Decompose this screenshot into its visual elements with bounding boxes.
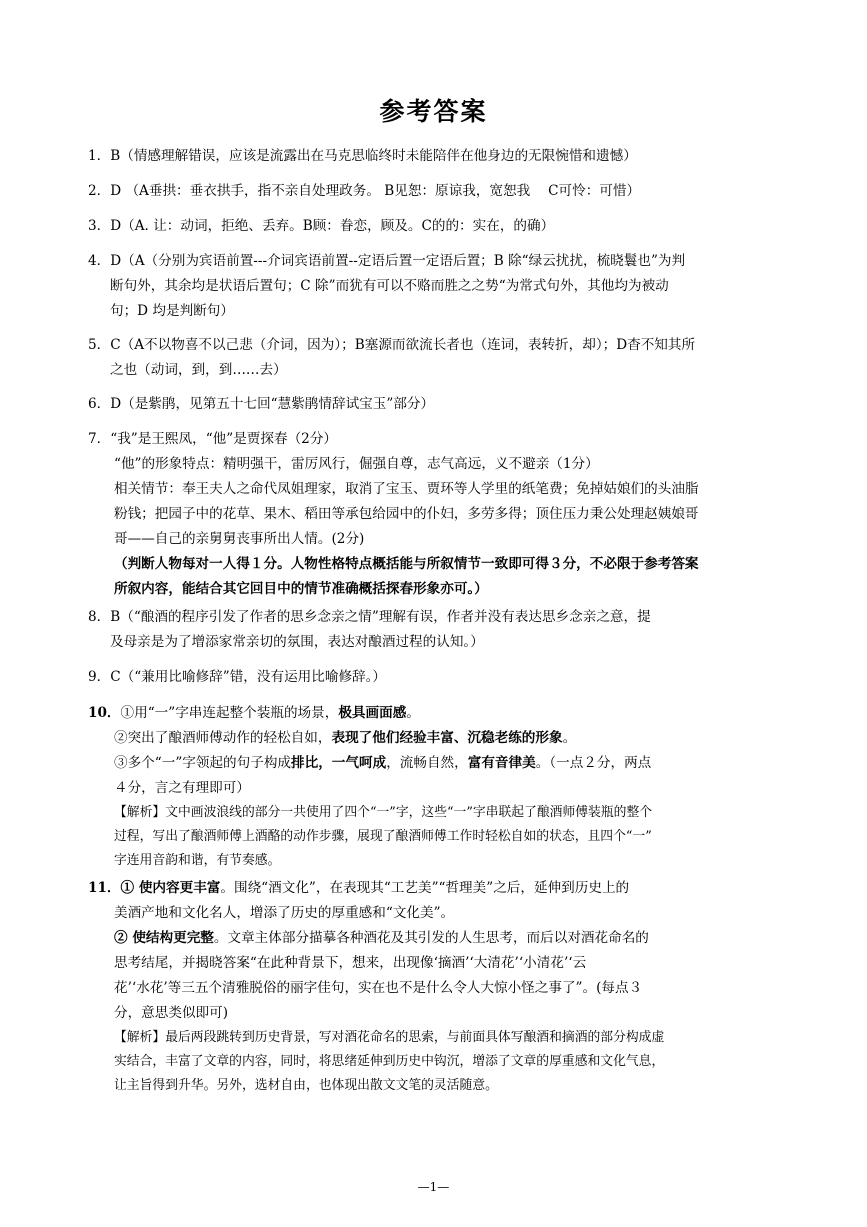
page-number-text: —1—	[417, 1180, 450, 1194]
answer-10-point-1	[88, 701, 788, 726]
answer-10-analysis: 过程，写出了酿酒师傅上酒酪的动作步骤，展现了酿酒师傅工作时轻松自如的状态，且四个“一”	[114, 829, 652, 844]
answer-11-text: 思考结尾，并揭晓答案“在此种背景下，想来，出现像‘摘酒’‘大清花’‘小清花’‘云	[114, 955, 587, 971]
answer-11-text: 花’‘水花’等三五个清雅脱俗的丽字佳句，实在也不是什么令人大惊小怪之事了”。(每点３	[114, 980, 643, 996]
answer-10-text: ，流畅自然，	[386, 755, 468, 771]
answer-11-text: 美酒产地和文化名人，增添了历史的厚重感和“文化美”。	[114, 905, 455, 921]
answer-10-point-2	[88, 726, 788, 751]
answer-9	[88, 665, 788, 690]
answer-10	[88, 701, 788, 873]
answer-8-line: 8．B（“酿酒的程序引发了作者的思乡念亲之情”理解有误，作者并没有表达思乡念亲之意，提	[88, 609, 651, 625]
answer-7-line: 粉钱；把园子中的花草、果木、稻田等承包给园中的仆妇，多劳多得；顶住压力秉公处理赵姨娘哥	[114, 506, 699, 522]
answer-11	[88, 876, 788, 1098]
answer-8-line: 及母亲是为了增添家常亲切的氛围，表达对酿酒过程的认知。）	[110, 634, 484, 650]
answer-7-scoring-note: （判断人物每对一人得１分。人物性格特点概括能与所叙情节一致即可得３分，不必限于参考答案	[114, 556, 699, 572]
page-title: 参考答案	[379, 97, 488, 126]
answer-10-text: 。	[406, 705, 420, 721]
answer-7-line: 相关情节：奉王夫人之命代凤姐理家，取消了宝玉、贾环等人学里的纸笔费；免掉姑娘们的头油脂	[114, 481, 699, 497]
answer-4	[88, 249, 788, 324]
answer-5-line: 5．C（A不以物喜不以己悲（介词，因为）；B塞源而欲流长者也（连词，表转折，却）；D杳不知其所	[88, 337, 696, 353]
answer-7-line: “他”的形象特点：精明强干，雷厉风行，倔强自尊，志气高远，义不避亲（1分）	[114, 456, 599, 472]
answer-7-scoring-note: 所叙内容，能结合其它回目中的情节准确概括探春形象亦可。）	[114, 581, 488, 597]
answer-6-text: 6．D（是紫鹃，见第五十七回“慧紫鹃情辞试宝玉”部分）	[88, 396, 435, 412]
answer-10-text: ③多个“一”字领起的句子构成	[114, 755, 292, 771]
answer-10-keyword: 富有音律美	[467, 755, 536, 771]
answer-10-keyword: 极具画面感	[338, 705, 407, 721]
answer-2-text: 2．D （A垂拱：垂衣拱手，指不亲自处理政务。 B见恕：原谅我，宽恕我 C可怜：可惜）	[88, 183, 641, 199]
answer-7	[88, 427, 788, 602]
answer-3	[88, 214, 788, 239]
answer-10-text: 。（一点２分，两点	[535, 755, 652, 771]
answer-11-keyword: ① 使内容更丰富	[120, 880, 221, 896]
answer-10-text: 。	[562, 730, 577, 746]
answer-10-scoring: ４分，言之有理即可）	[114, 780, 250, 796]
answer-1	[88, 144, 788, 169]
answer-8	[88, 605, 788, 655]
answer-11-point-2	[88, 926, 788, 951]
answer-6	[88, 392, 788, 417]
answer-11-number: 11．	[88, 880, 121, 896]
answer-4-line: 4．D（A（分别为宾语前置---介词宾语前置--定语后置一定语后置；B 除“绿云扰扰，梳晓鬟也”为判	[88, 253, 686, 269]
answer-4-line: 断句外，其余均是状语后置句；C 除”而犹有可以不赂而胜之之势“为常式句外，其他均为被动	[110, 278, 669, 294]
answer-3-text: 3．D（A. 让：动词，拒绝、丢弃。B顾：眷恋，顾及。C的的：实在，的确）	[88, 218, 555, 234]
answer-10-number: 10．	[88, 705, 121, 721]
answer-10-keyword: 排比，一气呵成	[291, 755, 387, 771]
answer-10-text: ①用“一”字串连起整个装瓶的场景，	[120, 705, 339, 721]
answer-2	[88, 179, 788, 204]
answer-10-analysis: 字连用音韵和谐，有节奏感。	[114, 853, 281, 868]
answer-11-analysis: 实结合，丰富了文章的内容，同时，将思绪延伸到历史中钩沉，增添了文章的厚重感和文化气息，	[114, 1054, 665, 1069]
answer-1-text: 1．B（情感理解错误，应该是流露出在马克思临终时未能陪伴在他身边的无限惋惜和遗憾）	[88, 148, 637, 164]
answer-11-text: 。围绕“酒文化”，在表现其“工艺美”“哲理美”之后，延伸到历史上的	[220, 880, 630, 896]
answer-10-point-3	[88, 751, 788, 776]
answer-10-keyword: 表现了他们经验丰富、沉稳老练的形象	[331, 730, 563, 746]
answer-11-point-1	[88, 876, 788, 901]
answer-7-line: 哥——自己的亲舅舅丧事所出人情。(2分)	[114, 531, 365, 547]
answer-9-text: 9．C（“兼用比喻修辞”错，没有运用比喻修辞。）	[88, 669, 387, 685]
answer-5-line: 之也（动词，到，到……去）	[110, 362, 287, 378]
answer-4-line: 句；D 均是判断句）	[110, 303, 234, 319]
answer-11-text: 。文章主体部分描摹各种酒花及其引发的人生思考，而后以对酒花命名的	[213, 930, 649, 946]
answer-10-text: ②突出了酿酒师傅动作的轻松自如，	[114, 730, 332, 746]
answer-11-scoring: 分，意思类似即可)	[114, 1005, 229, 1021]
page-number	[0, 1180, 867, 1194]
answer-10-analysis: 【解析】文中画波浪线的部分一共使用了四个“一”字，这些“一”字串联起了酿酒师傅装瓶的整个	[114, 805, 653, 820]
answer-11-keyword: ② 使结构更完整	[114, 930, 214, 946]
answer-5	[88, 333, 788, 383]
answer-11-analysis: 让主旨得到升华。另外，选材自由，也体现出散文文笔的灵活随意。	[114, 1078, 498, 1093]
answer-7-line: 7．“我”是王熙凤，“他”是贾探春（2分）	[88, 431, 338, 447]
answer-11-analysis: 【解析】最后两段跳转到历史背景，写对酒花命名的思索，与前面具体写酿酒和摘酒的部分构成虚	[114, 1030, 665, 1045]
